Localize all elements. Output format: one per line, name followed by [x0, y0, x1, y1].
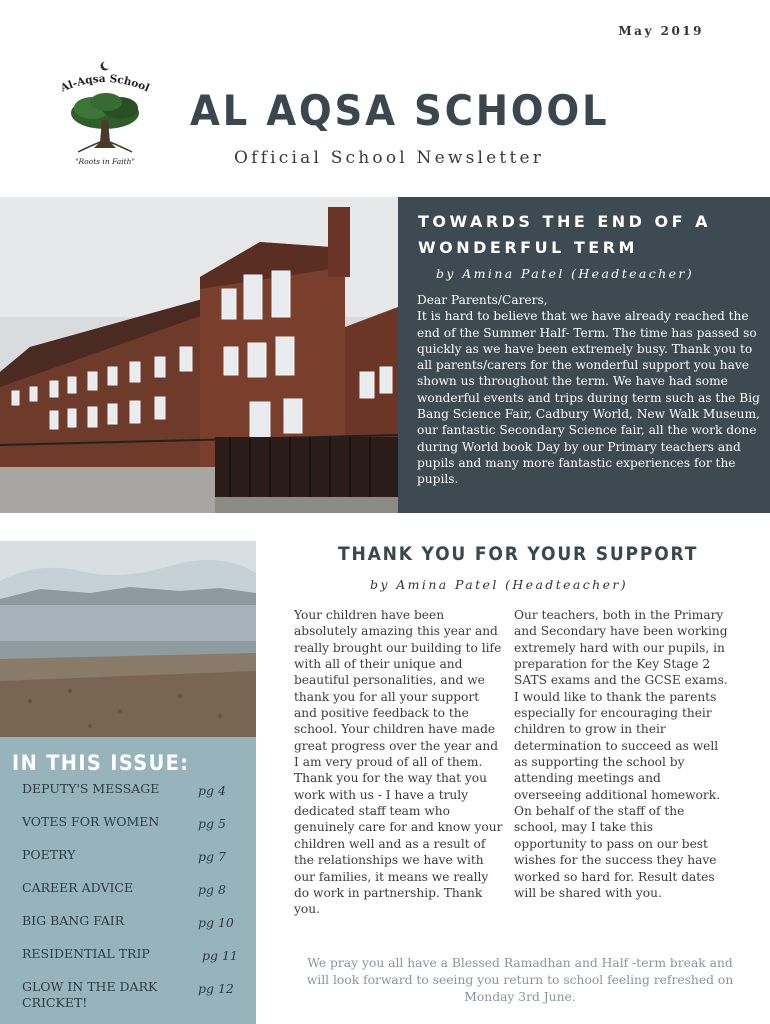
toc-item-title: BIG BANG FAIR	[22, 913, 125, 928]
logo-name	[58, 73, 151, 95]
toc-item-title: GLOW IN THE DARK CRICKET!	[22, 979, 158, 1010]
in-this-issue-heading: IN THIS ISSUE:	[12, 751, 190, 775]
in-this-issue-panel	[0, 737, 256, 1024]
toc-item-page: pg 5	[198, 816, 226, 831]
logo-motto: "Roots in Faith"	[75, 157, 135, 166]
closing-message: We pray you all have a Blessed Ramadhan and Half -term break and will look forward to seeing you return to school feeling refreshed on Monday 3rd June.	[306, 956, 734, 1004]
article-support-heading: THANK YOU FOR YOUR SUPPORT	[338, 543, 699, 565]
issue-date: May 2019	[618, 24, 704, 38]
article-end-of-term-byline: by Amina Patel (Headteacher)	[436, 266, 695, 281]
toc-item-page: pg 12	[198, 981, 234, 996]
toc-item-page: pg 11	[202, 948, 238, 963]
toc-item-title: RESIDENTIAL TRIP	[22, 946, 150, 961]
article-support-column-2: Our teachers, both in the Primary and Secondary have been working extremely hard with our pupils, in preparation for the Key Stage 2 SATS exams and the GCSE exams. I would like to thank the parents especially for encouraging their children to grow in their determination to succeed as well as supporting the school by attending meetings and overseeing additional homework. On behalf of the staff of the school, may I take this opportunity to pass on our best wishes for the success they have worked so hard for. Result dates will be shared with you.	[514, 608, 728, 900]
toc-item-title: POETRY	[22, 847, 76, 862]
school-logo	[50, 58, 160, 170]
toc-item-title: VOTES FOR WOMEN	[22, 814, 160, 829]
article-support-byline: by Amina Patel (Headteacher)	[370, 577, 629, 592]
article-end-of-term-body: Dear Parents/Carers, It is hard to believe that we have already reached the end of the Summer Half- Term. The time has passed so quickly as we have been extremely busy. Thank you to all parents/carers for the wonderful support you have shown us throughout the term. We have had some wonderful events and trips during term such as the Big Bang Science Fair, Cadbury World, New Walk Museum, our fantastic Secondary Science fair, all the work done during World book Day by our Primary teachers and pupils and many more fantastic experiences for the pupils.	[417, 293, 760, 487]
toc-item-page: pg 8	[198, 882, 226, 897]
toc-item-page: pg 4	[198, 783, 226, 798]
crescent-icon	[101, 61, 112, 71]
article-support-column-1: Your children have been absolutely amazing this year and really brought our building to life with all of their unique and beautiful personalities, and we thank you for all your support and positive feedback to the school. Your children have made great progress over the year and I am very proud of all of them. Thank you for the way that you work with us - I have a truly dedicated staff team who genuinely care for and know your children well and as a result of the relationships we have with our families, it means we really do work in partnership. Thank you.	[294, 608, 503, 917]
tree-icon	[71, 93, 139, 152]
article-end-of-term-heading: TOWARDS THE END OF A WONDERFUL TERM	[418, 212, 711, 257]
toc-item-title: CAREER ADVICE	[22, 880, 134, 895]
school-building-photo	[0, 197, 398, 513]
toc-item-page: pg 10	[198, 915, 234, 930]
beach-photo	[0, 541, 256, 737]
logo-name-text: Al-Aqsa School	[58, 72, 152, 95]
newsletter-title: AL AQSA SCHOOL	[190, 86, 610, 135]
article-end-of-term	[398, 197, 770, 513]
toc-item-page: pg 7	[198, 849, 226, 864]
newsletter-subtitle: Official School Newsletter	[234, 148, 545, 168]
toc-item-title: DEPUTY'S MESSAGE	[22, 781, 160, 796]
